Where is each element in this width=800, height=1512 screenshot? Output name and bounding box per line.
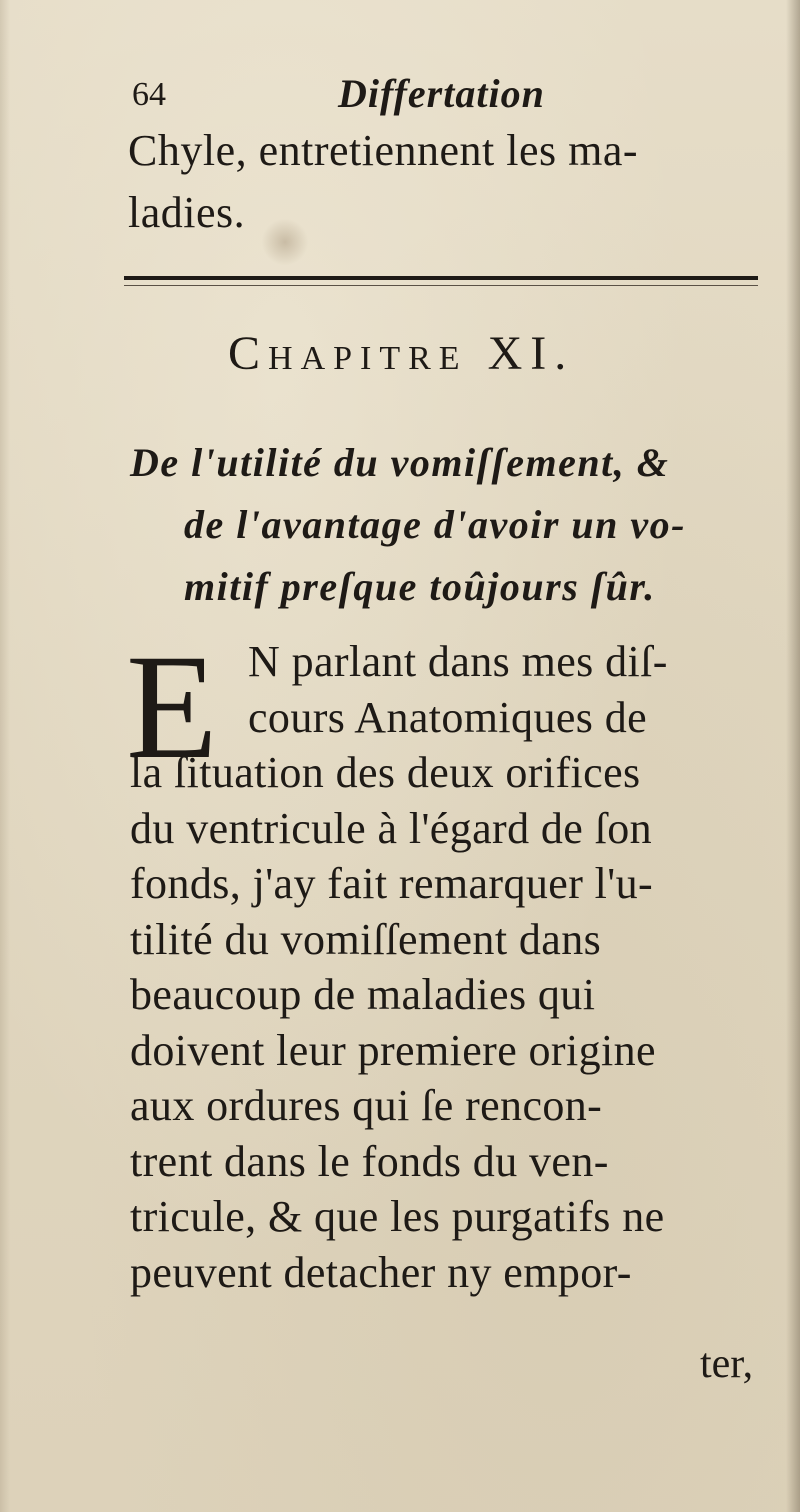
- body-line: la ſituation des deux orifices: [130, 748, 641, 797]
- section-divider-rule: [124, 276, 758, 280]
- body-line: cours Anatomiques de: [248, 692, 648, 742]
- body-line: tricule, & que les purgatifs ne: [130, 1192, 665, 1241]
- body-line: N parlant dans mes diſ-: [248, 637, 668, 686]
- body-paragraph: [130, 634, 780, 1300]
- body-line: doivent leur premiere origine: [130, 1025, 656, 1075]
- chapter-heading: Chapitre XI.: [228, 327, 575, 380]
- body-line: trent dans le fonds du ven-: [130, 1136, 609, 1186]
- chapter-subtitle-line: De l'utilité du vomiſſement, &: [130, 440, 670, 485]
- body-line: fonds, j'ay fait remarquer l'u-: [130, 859, 654, 908]
- body-line: du ventricule à l'égard de ſon: [130, 803, 653, 853]
- carry-over-text: Chyle, entretiennent les ma- ladies.: [128, 126, 639, 237]
- section-divider-thin-rule: [124, 285, 758, 286]
- page-number: 64: [132, 76, 166, 113]
- running-title: Differtation: [338, 71, 545, 116]
- chapter-subtitle-line: mitif preſque toûjours ſûr.: [184, 564, 656, 609]
- body-line: aux ordures qui ſe rencon-: [130, 1081, 603, 1130]
- catchword: ter,: [700, 1341, 754, 1387]
- running-head: [128, 68, 748, 118]
- body-line: beaucoup de maladies qui: [130, 970, 596, 1019]
- page-left-edge-shadow: [0, 0, 10, 1512]
- body-line: peuvent detacher ny empor-: [130, 1247, 632, 1297]
- chapter-subtitle: [130, 432, 780, 618]
- drop-cap-initial: E: [126, 624, 218, 790]
- body-line: tilité du vomiſſement dans: [130, 914, 602, 964]
- page-right-edge-shadow: [786, 0, 800, 1512]
- chapter-subtitle-line: de l'avantage d'avoir un vo-: [184, 502, 686, 547]
